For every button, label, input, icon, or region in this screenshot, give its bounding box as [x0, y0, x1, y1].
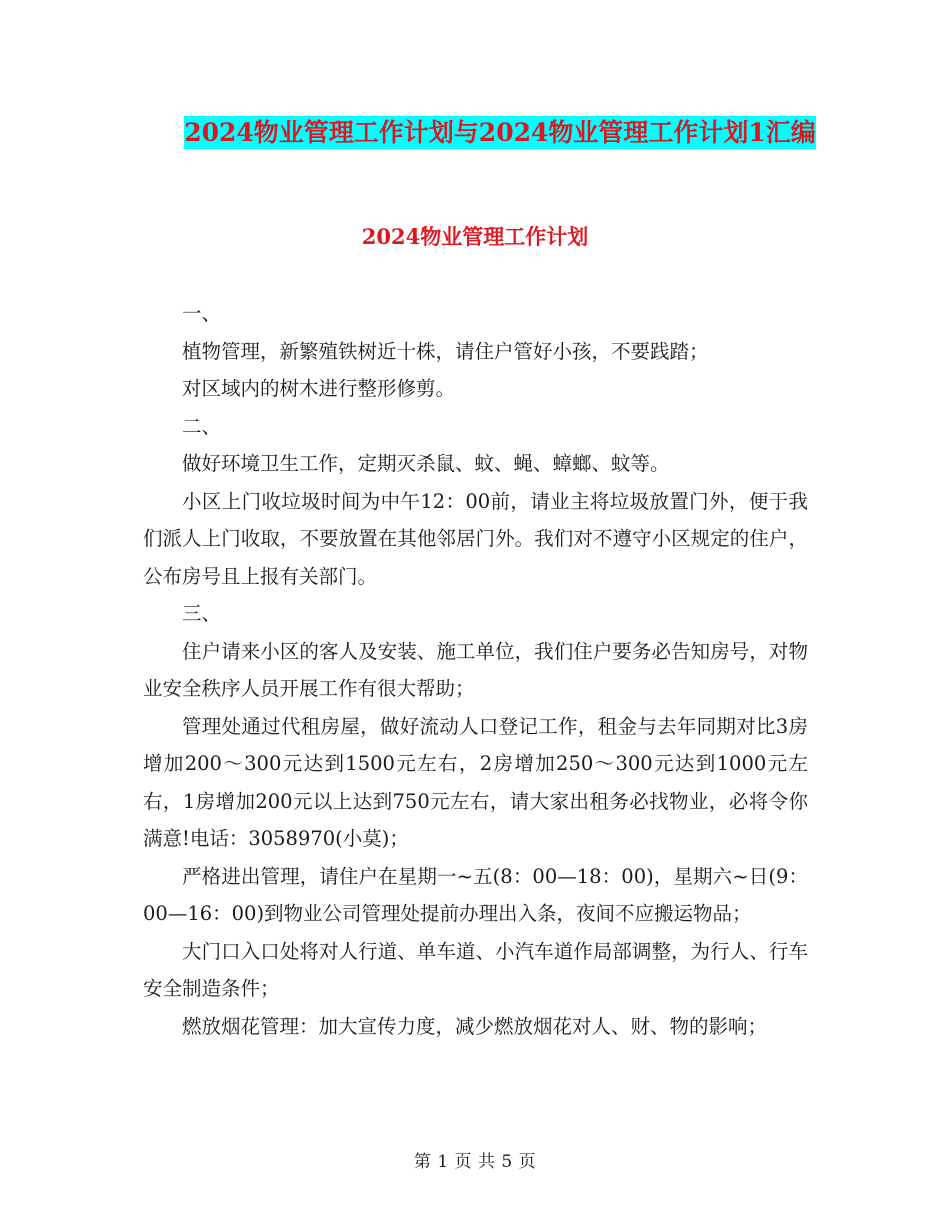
- page-footer: 第 1 页 共 5 页: [413, 1152, 537, 1172]
- paragraph: 三、: [182, 602, 222, 625]
- paragraph: 二、: [182, 414, 222, 438]
- paragraph: 一、: [182, 302, 222, 325]
- paragraph: 对区域内的树木进行整形修剪。: [182, 377, 456, 400]
- section-title: 2024物业管理工作计划: [361, 224, 589, 249]
- paragraph: 植物管理，新繁殖铁树近十株，请住户管好小孩，不要践踏；: [182, 339, 709, 363]
- document-title: [140, 110, 860, 156]
- paragraph: 大门口入口处将对人行道、单车道、小汽车道作局部调整，为行人、行车安全制造条件；: [143, 939, 808, 1000]
- paragraph: 管理处通过代租房屋，做好流动人口登记工作，租金与去年同期对比3房增加200～300元达到1500元左右，2房增加250～300元达到1000元左右，1房增加200元以上达到750元左右，请大家出租务必找物业，必将令你满意!电话：3058970(小莫)；: [143, 714, 808, 850]
- paragraph: 做好环境卫生工作，定期灭杀鼠、蚊、蝇、蟑螂、蚊等。: [182, 452, 670, 475]
- document-body: [143, 295, 808, 1045]
- paragraph: 燃放烟花管理：加大宣传力度，减少燃放烟花对人、财、物的影响；: [182, 1014, 768, 1038]
- paragraph: 严格进出管理，请住户在星期一~五(8：00—18：00)，星期六~日(9：00—16：00)到物业公司管理处提前办理出入条，夜间不应搬运物品；: [143, 864, 808, 925]
- document-title-text: 2024物业管理工作计划与2024物业管理工作计划1汇编: [184, 118, 816, 147]
- paragraph: 小区上门收垃圾时间为中午12：00前，请业主将垃圾放置门外，便于我们派人上门收取，不要放置在其他邻居门外。我们对不遵守小区规定的住户，公布房号且上报有关部门。: [143, 489, 808, 588]
- paragraph: 住户请来小区的客人及安装、施工单位，我们住户要务必告知房号，对物业安全秩序人员开展工作有很大帮助；: [143, 639, 808, 700]
